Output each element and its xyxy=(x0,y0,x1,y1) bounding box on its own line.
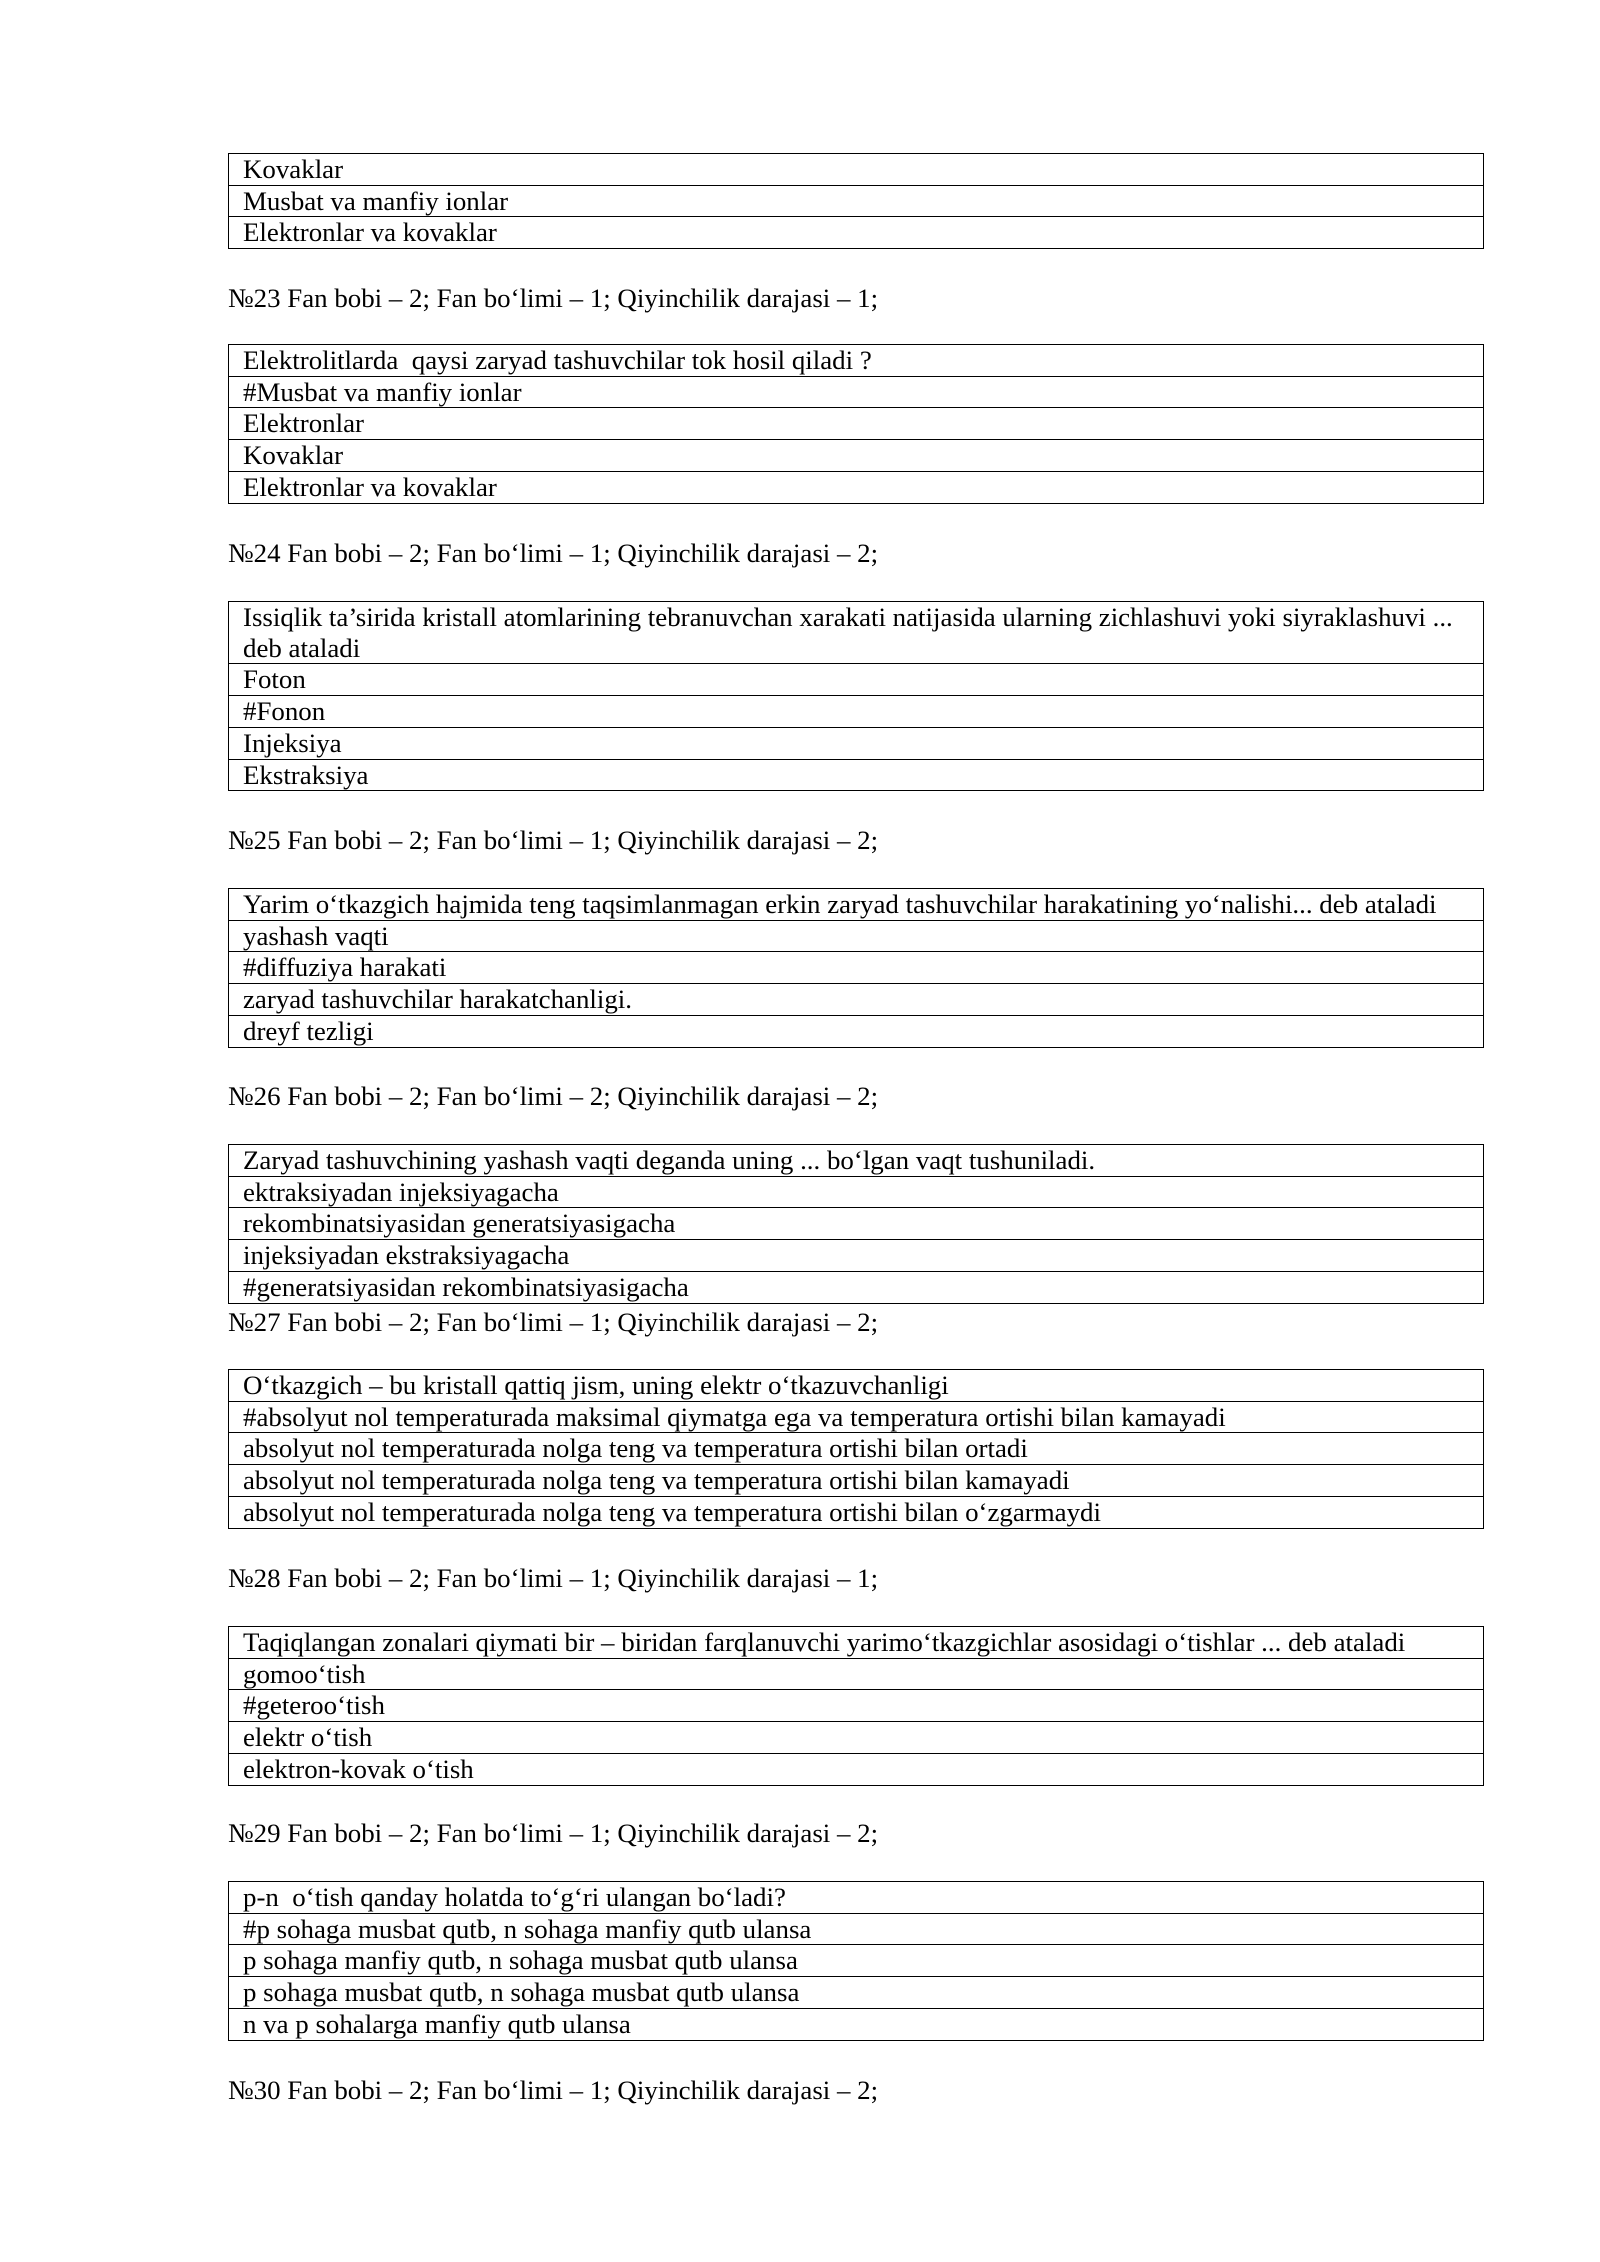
question-text: Elektrolitlarda qaysi zaryad tashuvchilar tok hosil qiladi ? xyxy=(229,345,1484,377)
option-row xyxy=(229,727,1484,759)
option-text: #Fonon xyxy=(229,696,1484,728)
option-row xyxy=(229,1945,1484,1977)
option-row xyxy=(229,1271,1484,1303)
option-text: #absolyut nol temperaturada maksimal qiymatga ega va temperatura ortishi bilan kamayadi xyxy=(229,1401,1484,1433)
option-text: dreyf tezligi xyxy=(229,1015,1484,1047)
option-text: #Musbat va manfiy ionlar xyxy=(229,376,1484,408)
question-heading-27: №27 Fan bobi – 2; Fan bo‘limi – 1; Qiyinchilik darajasi – 2; xyxy=(228,1307,879,1337)
option-text: Elektronlar va kovaklar xyxy=(229,471,1484,503)
question-heading-23: №23 Fan bobi – 2; Fan bo‘limi – 1; Qiyinchilik darajasi – 1; xyxy=(228,283,879,313)
option-row xyxy=(229,1015,1484,1047)
option-text: #diffuziya harakati xyxy=(229,952,1484,984)
option-row xyxy=(229,1722,1484,1754)
option-text: p sohaga manfiy qutb, n sohaga musbat qutb ulansa xyxy=(229,1945,1484,1977)
option-row xyxy=(229,1658,1484,1690)
question-row xyxy=(229,345,1484,377)
option-row xyxy=(229,1401,1484,1433)
question-row xyxy=(229,1370,1484,1402)
option-row xyxy=(229,1753,1484,1785)
option-text: injeksiyadan ekstraksiyagacha xyxy=(229,1240,1484,1272)
option-row xyxy=(229,408,1484,440)
option-text: gomoo‘tish xyxy=(229,1658,1484,1690)
question-text: p-n o‘tish qanday holatda to‘g‘ri ulangan bo‘ladi? xyxy=(229,1882,1484,1914)
option-row xyxy=(229,952,1484,984)
option-row xyxy=(229,2008,1484,2040)
question-text: Taqiqlangan zonalari qiymati bir – biridan farqlanuvchi yarimo‘tkazgichlar asosidagi o‘tishlar ... deb ataladi xyxy=(229,1627,1484,1659)
option-text: Ekstraksiya xyxy=(229,759,1484,791)
option-text: ektraksiyadan injeksiyagacha xyxy=(229,1176,1484,1208)
option-text: #generatsiyasidan rekombinatsiyasigacha xyxy=(229,1271,1484,1303)
option-text: Elektronlar xyxy=(229,408,1484,440)
option-row xyxy=(229,376,1484,408)
option-row xyxy=(229,759,1484,791)
question-heading-30: №30 Fan bobi – 2; Fan bo‘limi – 1; Qiyinchilik darajasi – 2; xyxy=(228,2075,879,2105)
question-row xyxy=(229,889,1484,921)
option-row xyxy=(229,471,1484,503)
option-row xyxy=(229,1433,1484,1465)
option-text: elektr o‘tish xyxy=(229,1722,1484,1754)
option-row xyxy=(229,984,1484,1016)
option-row xyxy=(229,440,1484,472)
option-row xyxy=(229,217,1484,249)
option-text: absolyut nol temperaturada nolga teng va temperatura ortishi bilan ortadi xyxy=(229,1433,1484,1465)
question-row xyxy=(229,1145,1484,1177)
option-text: Kovaklar xyxy=(229,440,1484,472)
option-row xyxy=(229,920,1484,952)
question-heading-28: №28 Fan bobi – 2; Fan bo‘limi – 1; Qiyinchilik darajasi – 1; xyxy=(228,1563,879,1593)
option-text: elektron-kovak o‘tish xyxy=(229,1753,1484,1785)
option-row xyxy=(229,1465,1484,1497)
question-heading-29: №29 Fan bobi – 2; Fan bo‘limi – 1; Qiyinchilik darajasi – 2; xyxy=(228,1818,879,1848)
question-text: Zaryad tashuvchining yashash vaqti deganda uning ... bo‘lgan vaqt tushuniladi. xyxy=(229,1145,1484,1177)
question-table-23 xyxy=(228,344,1484,504)
question-row xyxy=(229,1882,1484,1914)
question-heading-25: №25 Fan bobi – 2; Fan bo‘limi – 1; Qiyinchilik darajasi – 2; xyxy=(228,825,879,855)
option-text: p sohaga musbat qutb, n sohaga musbat qutb ulansa xyxy=(229,1977,1484,2009)
question-text: O‘tkazgich – bu kristall qattiq jism, uning elektr o‘tkazuvchanligi xyxy=(229,1370,1484,1402)
option-text: zaryad tashuvchilar harakatchanligi. xyxy=(229,984,1484,1016)
question-table-25 xyxy=(228,888,1484,1048)
option-text: Foton xyxy=(229,664,1484,696)
question-table-29 xyxy=(228,1881,1484,2041)
question-heading-24: №24 Fan bobi – 2; Fan bo‘limi – 1; Qiyinchilik darajasi – 2; xyxy=(228,538,879,568)
question-table-28 xyxy=(228,1626,1484,1786)
question-table-26 xyxy=(228,1144,1484,1304)
question-table-22-continued xyxy=(228,153,1484,249)
option-row xyxy=(229,1690,1484,1722)
option-text: Elektronlar va kovaklar xyxy=(229,217,1484,249)
question-table-24 xyxy=(228,601,1484,791)
option-text: absolyut nol temperaturada nolga teng va temperatura ortishi bilan kamayadi xyxy=(229,1465,1484,1497)
question-text: Yarim o‘tkazgich hajmida teng taqsimlanmagan erkin zaryad tashuvchilar harakatining yo‘nalishi... deb ataladi xyxy=(229,889,1484,921)
option-text: #geteroo‘tish xyxy=(229,1690,1484,1722)
question-heading-26: №26 Fan bobi – 2; Fan bo‘limi – 2; Qiyinchilik darajasi – 2; xyxy=(228,1081,879,1111)
option-row xyxy=(229,1208,1484,1240)
option-text: n va p sohalarga manfiy qutb ulansa xyxy=(229,2008,1484,2040)
option-row xyxy=(229,154,1484,186)
option-row xyxy=(229,1496,1484,1528)
option-row xyxy=(229,185,1484,217)
question-table-27 xyxy=(228,1369,1484,1529)
option-row xyxy=(229,1176,1484,1208)
question-text: Issiqlik ta’sirida kristall atomlarining tebranuvchan xarakati natijasida ularning zichlashuvi yoki siyraklashuvi ... deb ataladi xyxy=(229,602,1484,664)
question-row xyxy=(229,602,1484,664)
option-text: Kovaklar xyxy=(229,154,1484,186)
option-row xyxy=(229,1240,1484,1272)
option-row xyxy=(229,1977,1484,2009)
option-text: Injeksiya xyxy=(229,727,1484,759)
option-text: rekombinatsiyasidan generatsiyasigacha xyxy=(229,1208,1484,1240)
option-text: Musbat va manfiy ionlar xyxy=(229,185,1484,217)
option-text: yashash vaqti xyxy=(229,920,1484,952)
option-text: #p sohaga musbat qutb, n sohaga manfiy qutb ulansa xyxy=(229,1913,1484,1945)
question-row xyxy=(229,1627,1484,1659)
option-row xyxy=(229,1913,1484,1945)
option-row xyxy=(229,664,1484,696)
option-row xyxy=(229,696,1484,728)
option-text: absolyut nol temperaturada nolga teng va temperatura ortishi bilan o‘zgarmaydi xyxy=(229,1496,1484,1528)
